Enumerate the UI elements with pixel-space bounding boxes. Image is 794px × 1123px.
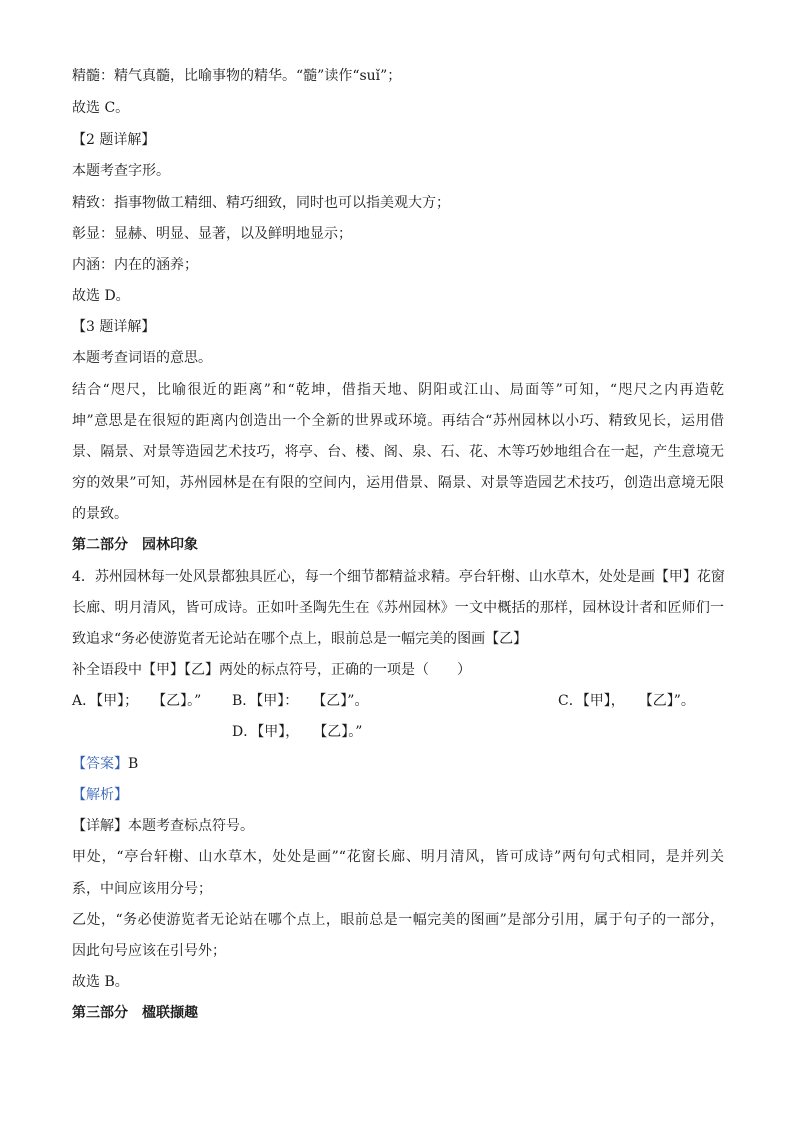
detail-conclusion: 故选 B。 bbox=[72, 974, 129, 990]
detail-line: 因此句号应该在引号外； bbox=[72, 943, 226, 959]
q3-line: 的景致。 bbox=[72, 506, 128, 522]
answer-label: 【答案】 bbox=[72, 756, 128, 772]
q2-line: 精致：指事物做工精细、精巧细致，同时也可以指美观大方； bbox=[72, 195, 450, 211]
detail-line: 系，中间应该用分号； bbox=[72, 881, 212, 897]
q2-line: 本题考查字形。 bbox=[72, 163, 170, 179]
detail-row bbox=[72, 816, 724, 836]
answer-row bbox=[72, 754, 724, 774]
answer-value: B bbox=[128, 756, 139, 772]
option-b: B．【甲】： 【乙】”。 bbox=[232, 693, 369, 709]
q4-stem-line: 4．苏州园林每一处风景都独具匠心，每一个细节都精益求精。亭台轩榭、山水草木，处处是画【甲】花窗 bbox=[72, 569, 725, 585]
q4-stem-line: 长廊、明月清风，皆可成诗。正如叶圣陶先生在《苏州园林》一文中概括的那样，园林设计者和匠师们一 bbox=[72, 600, 724, 616]
detail-line: 甲处，“亭台轩榭、山水草木，处处是画”“花窗长廊、明月清风，皆可成诗”两句句式相同，是并列关 bbox=[72, 849, 724, 865]
q3-header: 【3 题详解】 bbox=[72, 319, 156, 335]
detail-first-line: 本题考查标点符号。 bbox=[128, 818, 254, 834]
option-a: A．【甲】； 【乙】。” bbox=[72, 693, 202, 709]
detail-label: 【详解】 bbox=[72, 818, 128, 834]
q4-question: 补全语段中【甲】【乙】两处的标点符号，正确的一项是（ ） bbox=[72, 662, 471, 678]
q1-explanation-line: 精髓：精气真髓，比喻事物的精华。“髓”读作“suǐ”； bbox=[72, 68, 402, 84]
q3-line: 穷的效果”可知，苏州园林是在有限的空间内，运用借景、隔景、对景等造园艺术技巧，创造出意境无限 bbox=[72, 475, 724, 491]
q3-line: 坤”意思是在很短的距离内创造出一个全新的世界或环境。再结合“苏州园林以小巧、精致见长，运用借 bbox=[72, 413, 724, 429]
q2-header: 【2 题详解】 bbox=[72, 132, 156, 148]
q3-line: 本题考查词语的意思。 bbox=[72, 350, 212, 366]
option-c: C．【甲】， 【乙】”。 bbox=[558, 693, 695, 709]
q3-line: 景、隔景、对景等造园艺术技巧，将亭、台、楼、阁、泉、石、花、木等巧妙地组合在一起，产生意境无 bbox=[72, 444, 724, 460]
detail-line: 乙处，“务必使游览者无论站在哪个点上，眼前总是一幅完美的图画”是部分引用，属于句子的一部分， bbox=[72, 912, 724, 928]
q2-conclusion: 故选 D。 bbox=[72, 288, 130, 304]
q2-line: 内涵：内在的涵养； bbox=[72, 257, 198, 273]
q3-line: 结合“咫尺，比喻很近的距离”和“乾坤，借指天地、阴阳或江山、局面等”可知，“咫尺之内再造乾 bbox=[72, 382, 724, 398]
analysis-label: 【解析】 bbox=[72, 787, 128, 803]
option-d: D．【甲】， 【乙】。” bbox=[232, 724, 363, 740]
section-heading-part2: 第二部分 园林印象 bbox=[72, 537, 198, 553]
q1-conclusion: 故选 C。 bbox=[72, 100, 130, 116]
q2-line: 彰显：显赫、明显、显著，以及鲜明地显示； bbox=[72, 226, 352, 242]
section-heading-part3: 第三部分 楹联撷趣 bbox=[72, 1005, 198, 1021]
q4-stem-line: 致追求“务必使游览者无论站在哪个点上，眼前总是一幅完美的图画【乙】 bbox=[72, 631, 528, 647]
